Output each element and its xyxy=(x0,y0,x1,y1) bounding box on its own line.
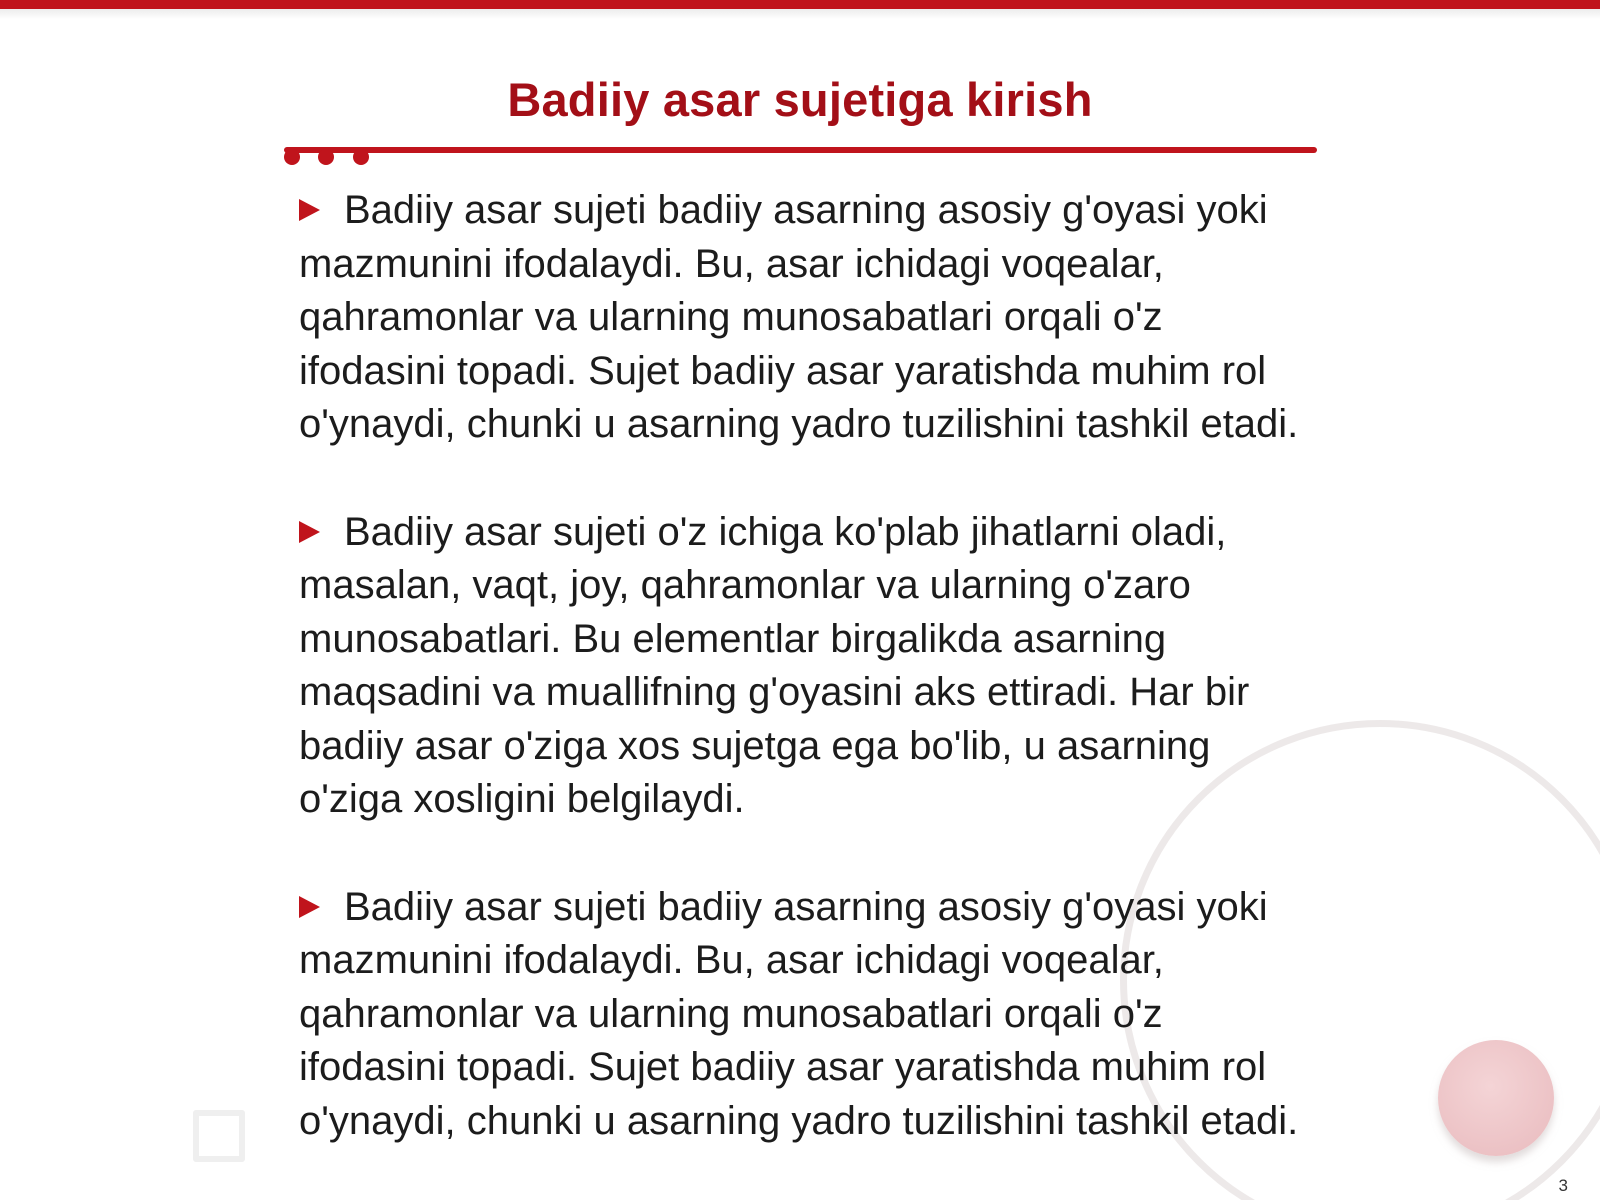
paragraph-text: Badiiy asar sujeti o'z ichiga ko'plab jihatlarni oladi, masalan, vaqt, joy, qahramonlar va ularning o'zaro munosabatlari. Bu elementlar birgalikda asarning maqsadini va muallifning g'oyasini aks ettiradi. Har bir badiiy asar o'ziga xos sujetga ega bo'lib, u asarning o'ziga xosligini belgilaydi. xyxy=(299,509,1250,821)
underline-dot-1 xyxy=(284,149,300,165)
slide-body xyxy=(299,184,1309,1200)
slide-title: Badiiy asar sujetiga kirish xyxy=(507,73,1093,126)
underline-dot-2 xyxy=(318,149,334,165)
bullet-paragraph-3 xyxy=(299,881,1309,1149)
title-underline xyxy=(284,147,1317,153)
bullet-paragraph-2 xyxy=(299,506,1309,827)
top-accent-bar xyxy=(0,0,1600,9)
decorative-square-outline xyxy=(193,1110,245,1162)
triangle-bullet-icon xyxy=(299,199,320,221)
paragraph-text: Badiiy asar sujeti badiiy asarning asosiy g'oyasi yoki mazmunini ifodalaydi. Bu, asar ichidagi voqealar, qahramonlar va ularning munosabatlari orqali o'z ifodasini topadi. Sujet badiiy asar yaratishda muhim rol o'ynaydi, chunki u asarning yadro tuzilishini tashkil etadi. xyxy=(299,188,1299,446)
paragraph-text: Badiiy asar sujeti badiiy asarning asosiy g'oyasi yoki mazmunini ifodalaydi. Bu, asar ichidagi voqealar, qahramonlar va ularning munosabatlari orqali o'z ifodasini topadi. Sujet badiiy asar yaratishda muhim rol o'ynaydi, chunki u asarning yadro tuzilishini tashkil etadi. xyxy=(299,884,1299,1143)
triangle-bullet-icon xyxy=(299,521,320,543)
top-bar-shadow xyxy=(0,9,1600,19)
bullet-paragraph-1 xyxy=(299,184,1309,452)
triangle-bullet-icon xyxy=(299,896,320,918)
underline-dot-3 xyxy=(353,149,369,165)
decorative-pink-circle xyxy=(1438,1040,1554,1156)
page-number: 3 xyxy=(1558,1176,1568,1195)
